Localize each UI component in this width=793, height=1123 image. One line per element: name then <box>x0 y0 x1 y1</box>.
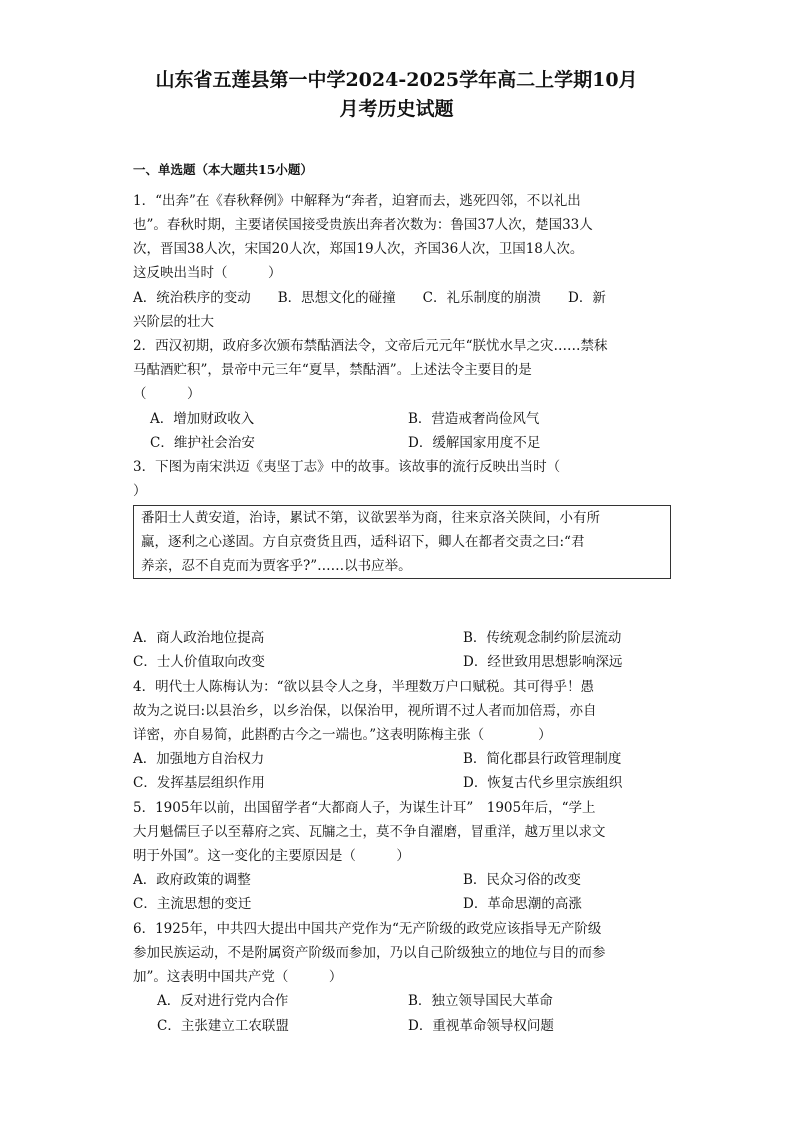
option-c: C．主张建立工农联盟 <box>157 1018 289 1034</box>
question-2-text-line: 马酤酒贮积”，景帝中元三年“夏旱，禁酤酒”。上述法令主要目的是 <box>133 362 532 378</box>
question-1-text-line: 次，晋国38人次，宋国20人次，郑国19人次，齐国36人次，卫国18人次。 <box>133 241 584 257</box>
quote-line: 赢，逐利之心遂固。方自京赍货且西，适科诏下，卿人在都者交责之曰:“君 <box>141 534 585 550</box>
question-5-text-line: 5．1905年以前，出国留学者“大都商人子，为谋生计耳” 1905年后，“学上 <box>133 800 596 816</box>
option-c: C．维护社会治安 <box>150 435 255 451</box>
option-a: A．政府政策的调整 <box>133 872 251 888</box>
option-d: D．经世致用思想影响深远 <box>463 654 623 670</box>
question-3-text-line: ） <box>133 483 147 499</box>
quote-line: 养亲，忍不自克而为贾客乎?”……以书应举。 <box>141 558 412 574</box>
option-d: D．革命思潮的高涨 <box>463 896 582 912</box>
question-2-text-line: 2．西汉初期，政府多次颁布禁酤酒法令，文帝后元元年“朕忧水旱之灾……禁秣 <box>133 338 608 354</box>
question-6-text-line: 加”。这表明中国共产党（ ） <box>133 969 343 985</box>
option-c: C．发挥基层组织作用 <box>133 775 265 791</box>
option-d: D．恢复古代乡里宗族组织 <box>463 775 623 791</box>
question-1-text-line: 也”。春秋时期，主要诸侯国接受贵族出奔者次数为：鲁国37人次，楚国33人 <box>133 217 593 233</box>
option-b: B．民众习俗的改变 <box>463 872 581 888</box>
option-a: A．反对进行党内合作 <box>157 993 289 1009</box>
question-6-text-line: 6．1925年，中共四大提出中国共产党作为“无产阶级的政党应该指导无产阶级 <box>133 921 602 937</box>
question-4-text-line: 故为之说曰:以县治乡，以乡治保，以保治甲，视所谓不过人者而加倍焉，亦自 <box>133 703 597 719</box>
title-line-1: 山东省五莲县第一中学2024-2025学年高二上学期10月 <box>155 69 638 91</box>
question-2-text-line: （ ） <box>133 386 201 402</box>
question-1-text-line: 这反映出当时（ ） <box>133 265 282 281</box>
question-4-text-line: 4．明代士人陈梅认为：“欲以县令人之身，半理数万户口赋税。其可得乎！愚 <box>133 679 594 695</box>
option-d: D．重视革命领导权问题 <box>408 1018 554 1034</box>
option-a: A．加强地方自治权力 <box>133 751 265 767</box>
option-a: A．增加财政收入 <box>150 411 255 427</box>
option-d: D．缓解国家用度不足 <box>408 435 541 451</box>
question-1-options: 兴阶层的壮大 <box>133 314 214 330</box>
option-b: B．独立领导国民大革命 <box>408 993 553 1009</box>
option-b: B．营造戒奢尚俭风气 <box>408 411 540 427</box>
option-b: B．简化郡县行政管理制度 <box>463 751 622 767</box>
question-1-text-line: 1．“出奔”在《春秋释例》中解释为“奔者，迫窘而去，逃死四邻，不以礼出 <box>133 193 581 209</box>
question-5-text-line: 大月魁儒巨子以至幕府之宾、瓦牖之士，莫不争自濯磨，冒重洋，越万里以求文 <box>133 824 606 840</box>
option-c: C．主流思想的变迁 <box>133 896 252 912</box>
question-5-text-line: 明于外国”。这一变化的主要原因是（ ） <box>133 848 410 864</box>
question-1-options: A．统治秩序的变动 B．思想文化的碰撞 C．礼乐制度的崩溃 D．新 <box>133 290 606 306</box>
section-heading: 一、单选题（本大题共15小题） <box>133 162 313 177</box>
option-a: A．商人政治地位提高 <box>133 630 265 646</box>
option-c: C．士人价值取向改变 <box>133 654 265 670</box>
question-4-text-line: 详密，亦自易简，此斟酌古今之一端也。”这表明陈梅主张（ ） <box>133 727 552 743</box>
title-line-2: 月考历史试题 <box>339 98 454 120</box>
option-b: B．传统观念制约阶层流动 <box>463 630 622 646</box>
quote-line: 番阳士人黄安道，治诗，累试不第，议欲罢举为商，往来京洛关陕间，小有所 <box>141 510 600 526</box>
question-3-text-line: 3．下图为南宋洪迈《夷坚丁志》中的故事。该故事的流行反映出当时（ <box>133 459 561 475</box>
question-6-text-line: 参加民族运动，不是附属资产阶级而参加，乃以自己阶级独立的地位与目的而参 <box>133 945 606 961</box>
